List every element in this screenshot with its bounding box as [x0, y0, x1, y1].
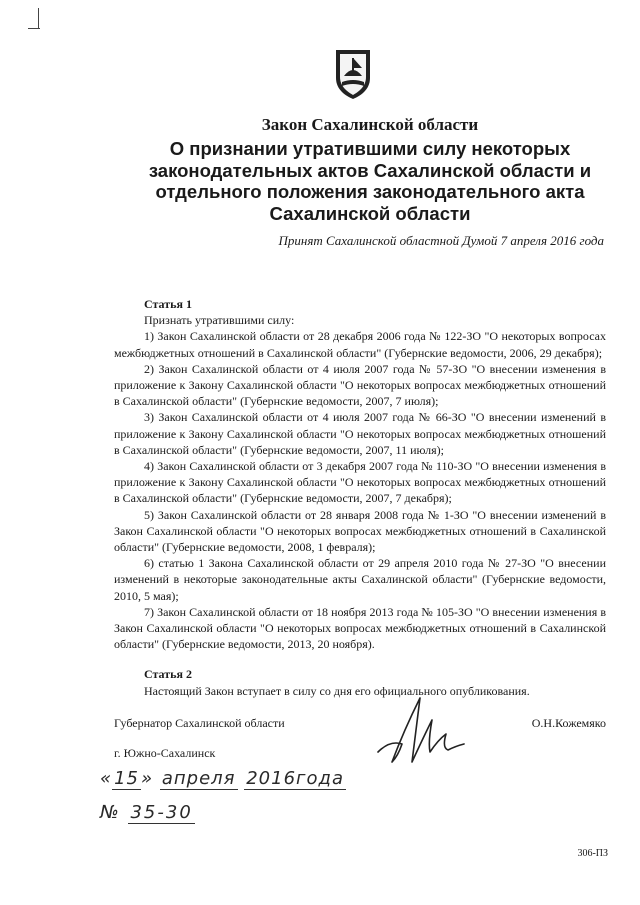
article-item: 7) Закон Сахалинской области от 18 ноября 2013 года № 105-ЗО "О внесении изменения в Закон Сахалинской области "О некоторых вопросах межбюджетных отношений в Сахалинской области" (Губернские ведомости, 2013, 20 ноября).	[114, 604, 606, 652]
crop-mark	[28, 28, 40, 29]
article-item: 2) Закон Сахалинской области от 4 июля 2007 года № 57-ЗО "О внесении изменения в приложение к Закону Сахалинской области "О некоторых вопросах межбюджетных отношений в Сахалинской области" (Губернские ведомости, 2007, 7 июля);	[114, 361, 606, 409]
crop-mark	[38, 8, 39, 28]
law-title	[140, 138, 600, 224]
governor-position: Губернатор Сахалинской области	[114, 716, 285, 730]
title-line: Сахалинской области	[269, 202, 471, 224]
article-1-heading: Статья 1	[144, 297, 192, 311]
adoption-note: Принят Сахалинской областной Думой 7 апреля 2016 года	[278, 233, 604, 248]
date-month: апреля	[161, 768, 236, 789]
article-item: 5) Закон Сахалинской области от 28 января 2008 года № 1-ЗО "О внесении изменений в Закон Сахалинской области "О некоторых вопросах межбюджетных отношений в Сахалинской области" (Губернские ведомости, 2008, 1 февраля);	[114, 507, 606, 555]
title-line: законодательных актов Сахалинской области и	[148, 159, 592, 181]
article-1-intro: Признать утратившими силу:	[144, 313, 295, 328]
handwritten-signature	[372, 690, 468, 772]
law-body	[114, 296, 606, 699]
title-line: отдельного положения законодательного акта	[155, 181, 585, 202]
number-value: 35-30	[130, 802, 193, 823]
article-item: 3) Закон Сахалинской области от 4 июля 2007 года № 66-ЗО "О внесении изменений в приложение к Закону Сахалинской области "О некоторых вопросах межбюджетных отношений в Сахалинской области" (Губернские ведомости, 2007, 11 июля);	[114, 410, 606, 457]
coat-of-arms-icon	[332, 46, 374, 100]
date-year: 2016года	[246, 768, 344, 789]
city: г. Южно-Сахалинск	[114, 746, 216, 760]
title-line: О признании утратившими силу некоторых	[169, 138, 571, 159]
article-item: 1) Закон Сахалинской области от 28 декабря 2006 года № 122-ЗО "О некоторых вопросах межбюджетных отношений в Сахалинской области" (Губернские ведомости, 2006, 29 декабря);	[114, 329, 606, 360]
date-day: 15	[114, 768, 140, 789]
number-prefix: №	[100, 802, 121, 823]
article-2-heading: Статья 2	[144, 667, 192, 682]
article-2-text: Настоящий Закон вступает в силу со дня его официального опубликования.	[144, 683, 530, 698]
document-code: 306-ПЗ	[577, 848, 608, 859]
governor-name: О.Н.Кожемяко	[531, 716, 606, 730]
law-number	[100, 802, 195, 823]
article-item: 6) статью 1 Закона Сахалинской области от 29 апреля 2010 года № 27-ЗО "О внесении изменений в некоторые законодательные акты Сахалинской области" (Губернские ведомости, 2010, 5 мая);	[114, 556, 606, 603]
law-heading: Закон Сахалинской области	[261, 115, 479, 134]
date-close-quote: »	[141, 768, 154, 789]
date-open-quote: «	[100, 768, 113, 789]
article-item: 4) Закон Сахалинской области от 3 декабря 2007 года № 110-ЗО "О внесении изменения в приложение к Закону Сахалинской области "О некоторых вопросах межбюджетных отношений в Сахалинской области" (Губернские ведомости, 2007, 7 декабря);	[114, 459, 606, 506]
signing-date	[100, 768, 346, 789]
